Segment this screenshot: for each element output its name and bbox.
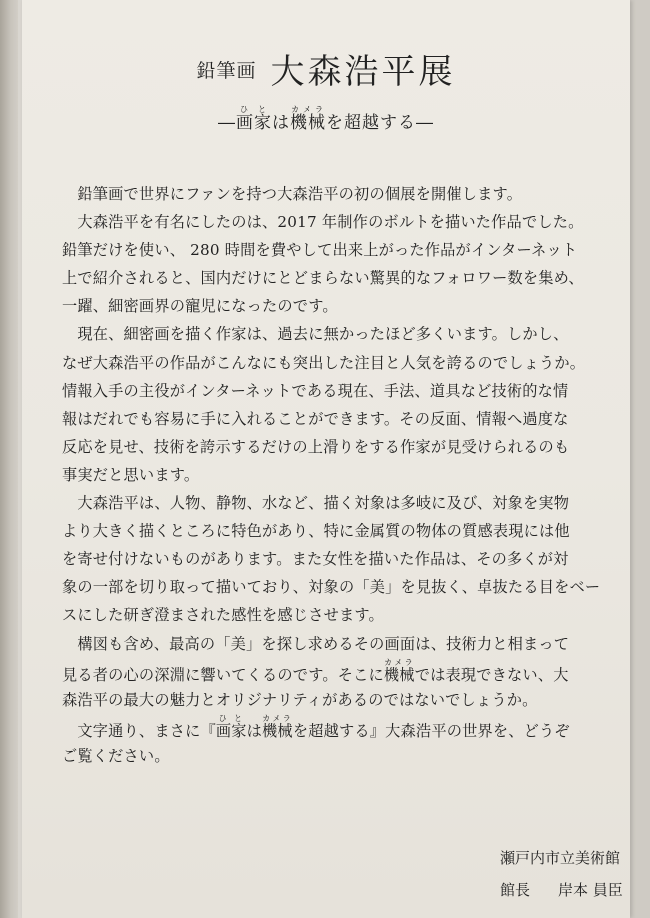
subtitle	[22, 105, 630, 133]
body-ruby-base: 機械	[262, 721, 293, 740]
signature-role: 館長	[500, 881, 531, 899]
signature-org: 瀬戸内市立美術館	[500, 849, 621, 867]
title-prefix: 鉛筆画	[196, 60, 257, 82]
body-text	[62, 180, 632, 770]
body-line: ご覧ください。	[62, 746, 170, 765]
body-line-text: 見る者の心の深淵に響いてくるのです。そこに	[62, 665, 384, 684]
header	[22, 44, 630, 133]
body-line: 現在、細密画を描く作家は、過去に無かったほど多くいます。しかし、	[62, 325, 569, 344]
subtitle-ruby-artist-base: 画家	[236, 113, 272, 133]
body-line: 象の一部を切り取って描いており、対象の「美」を見抜く、卓抜たる目をベー	[62, 578, 601, 597]
body-ruby-reading: カメラ	[383, 657, 415, 667]
subtitle-ruby-machine	[290, 105, 326, 133]
body-line: 一躍、細密画界の寵児になったのです。	[62, 297, 338, 316]
body-line: 構図も含め、最高の「美」を探し求めるその画面は、技術力と相まって	[62, 634, 570, 653]
body-ruby-reading: カメラ	[262, 713, 293, 723]
body-ruby-artist	[215, 713, 247, 740]
subtitle-dash-left: ―	[218, 113, 236, 133]
body-line-ruby	[62, 658, 632, 686]
title-row	[22, 44, 630, 93]
subtitle-ruby-artist	[236, 105, 272, 133]
body-line: より大きく描くところに特色があり、特に金属質の物体の質感表現には他	[62, 522, 570, 541]
signature	[500, 842, 650, 906]
signature-name: 岸本 員臣	[558, 881, 623, 899]
body-ruby-machine	[262, 713, 293, 740]
body-line: 情報入手の主役がインターネットである現在、手法、道具など技術的な情	[62, 381, 569, 400]
subtitle-after: を超越する	[326, 113, 416, 133]
wall-edge	[0, 0, 18, 918]
subtitle-ruby-artist-reading: ひと	[236, 105, 272, 114]
body-ruby-reading: ひと	[215, 713, 247, 723]
body-ruby-base: 機械	[383, 665, 415, 684]
signature-person	[500, 874, 650, 906]
body-ruby-base: 画家	[215, 721, 247, 740]
body-line: 反応を見せ、技術を誇示するだけの上滑りをする作家が見受けられるのも	[62, 437, 570, 456]
body-line: 大森浩平を有名にしたのは、2017 年制作のボルトを描いた作品でした。	[62, 213, 584, 232]
body-line-text: は	[246, 721, 263, 740]
exhibition-panel	[22, 0, 630, 918]
subtitle-ruby-machine-reading: カメラ	[290, 105, 326, 114]
body-line: スにした研ぎ澄まされた感性を感じさせます。	[62, 606, 384, 625]
body-line-text: を超越する』大森浩平の世界を、どうぞ	[292, 721, 570, 740]
body-line-text: 文字通り、まさに『	[62, 721, 216, 740]
subtitle-mid: は	[272, 113, 290, 133]
body-line: 事実だと思います。	[62, 465, 200, 484]
body-line: 鉛筆画で世界にファンを持つ大森浩平の初の個展を開催します。	[62, 185, 523, 203]
body-line-ruby	[62, 714, 632, 742]
subtitle-dash-right: ―	[416, 113, 434, 133]
body-ruby-machine	[383, 657, 415, 684]
body-line: 鉛筆だけを使い、 280 時間を費やして出来上がった作品がインターネット	[62, 241, 578, 260]
body-line: なぜ大森浩平の作品がこんなにも突出した注目と人気を誇るのでしょうか。	[62, 353, 586, 372]
body-line: 報はだれでも容易に手に入れることができます。その反面、情報へ過度な	[62, 409, 569, 428]
right-wall	[630, 0, 650, 918]
page-title: 大森浩平展	[270, 52, 456, 92]
body-line: 上で紹介されると、国内だけにとどまらない驚異的なフォロワー数を集め、	[62, 269, 584, 288]
body-line: 大森浩平は、人物、静物、水など、描く対象は多岐に及び、対象を実物	[62, 494, 570, 513]
body-line: 森浩平の最大の魅力とオリジナリティがあるのではないでしょうか。	[62, 690, 538, 709]
body-line-text: では表現できない、大	[414, 665, 569, 684]
body-line: を寄せ付けないものがあります。また女性を描いた作品は、その多くが対	[62, 550, 569, 569]
subtitle-ruby-machine-base: 機械	[290, 113, 326, 133]
